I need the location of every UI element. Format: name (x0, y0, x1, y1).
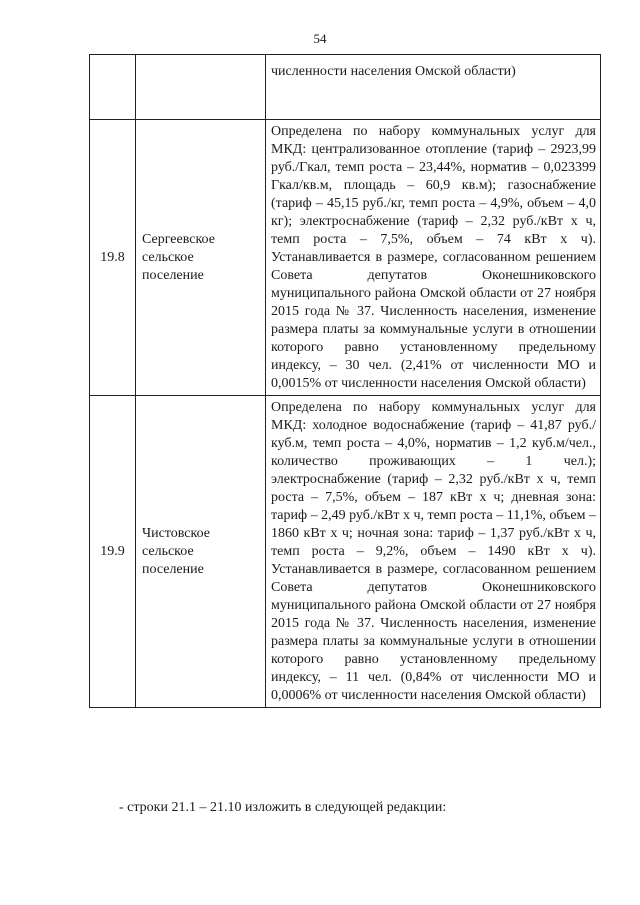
municipality-name-line: сельское (142, 249, 194, 265)
page-number: 54 (313, 31, 327, 46)
municipality-name-line: Чистовское (142, 525, 210, 541)
municipality-name-line: поселение (142, 561, 204, 577)
municipality-name-line: поселение (142, 267, 204, 283)
municipality-name-line: Сергеевское (142, 231, 215, 247)
document-table (89, 54, 601, 708)
table-row (90, 55, 601, 120)
municipality-name-cell (136, 55, 266, 120)
amendment-instruction-text: - строки 21.1 – 21.10 изложить в следующей редакции: (119, 800, 447, 815)
row-description-cell: численности населения Омской области) (266, 55, 601, 120)
table-row (90, 396, 601, 708)
row-number-cell: 19.9 (90, 396, 136, 708)
row-number-cell: 19.8 (90, 120, 136, 396)
row-description-cell: Определена по набору коммунальных услуг для МКД: холодное водоснабжение (тариф – 41,87 руб./куб.м, темп роста – 4,0%, норматив – 1,2 куб.м/чел., количество проживающих – 1 чел.); электроснабжение (тариф – 2,32 руб./кВт х ч, темп роста – 7,5%, объем – 187 кВт х ч; дневная зона: тариф – 2,49 руб./кВт х ч, темп роста – 11,1%, объем – 1860 кВт х ч; ночная зона: тариф – 1,37 руб./кВт х ч, темп роста – 9,2%, объем – 1490 кВт х ч). Устанавливается в размере, согласованном решением Совета депутатов Оконешниковского муниципального района Омской области от 27 ноября 2015 года № 37. Численность населения, изменение размера платы за коммунальные услуги в отношении которого равно установленному предельному индексу, – 11 чел. (0,84% от численности МО и 0,0006% от численности населения Омской области) (266, 396, 601, 708)
table-row (90, 120, 601, 396)
municipality-name-line: сельское (142, 543, 194, 559)
row-number-cell (90, 55, 136, 120)
row-description-cell: Определена по набору коммунальных услуг для МКД: централизованное отопление (тариф – 2923,99 руб./Гкал, темп роста – 23,44%, норматив – 0,023399 Гкал/кв.м, площадь – 60,9 кв.м); газоснабжение (тариф – 45,15 руб./кг, темп роста – 4,9%, объем – 4,0 кг); электроснабжение (тариф – 2,32 руб./кВт х ч, темп роста – 7,5%, объем – 74 кВт х ч). Устанавливается в размере, согласованном решением Совета депутатов Оконешниковского муниципального района Омской области от 27 ноября 2015 года № 37. Численность населения, изменение размера платы за коммунальные услуги в отношении которого равно установленному предельному индексу, – 30 чел. (2,41% от численности МО и 0,0015% от численности населения Омской области) (266, 120, 601, 396)
municipality-name-cell (136, 120, 266, 396)
municipality-name-cell (136, 396, 266, 708)
